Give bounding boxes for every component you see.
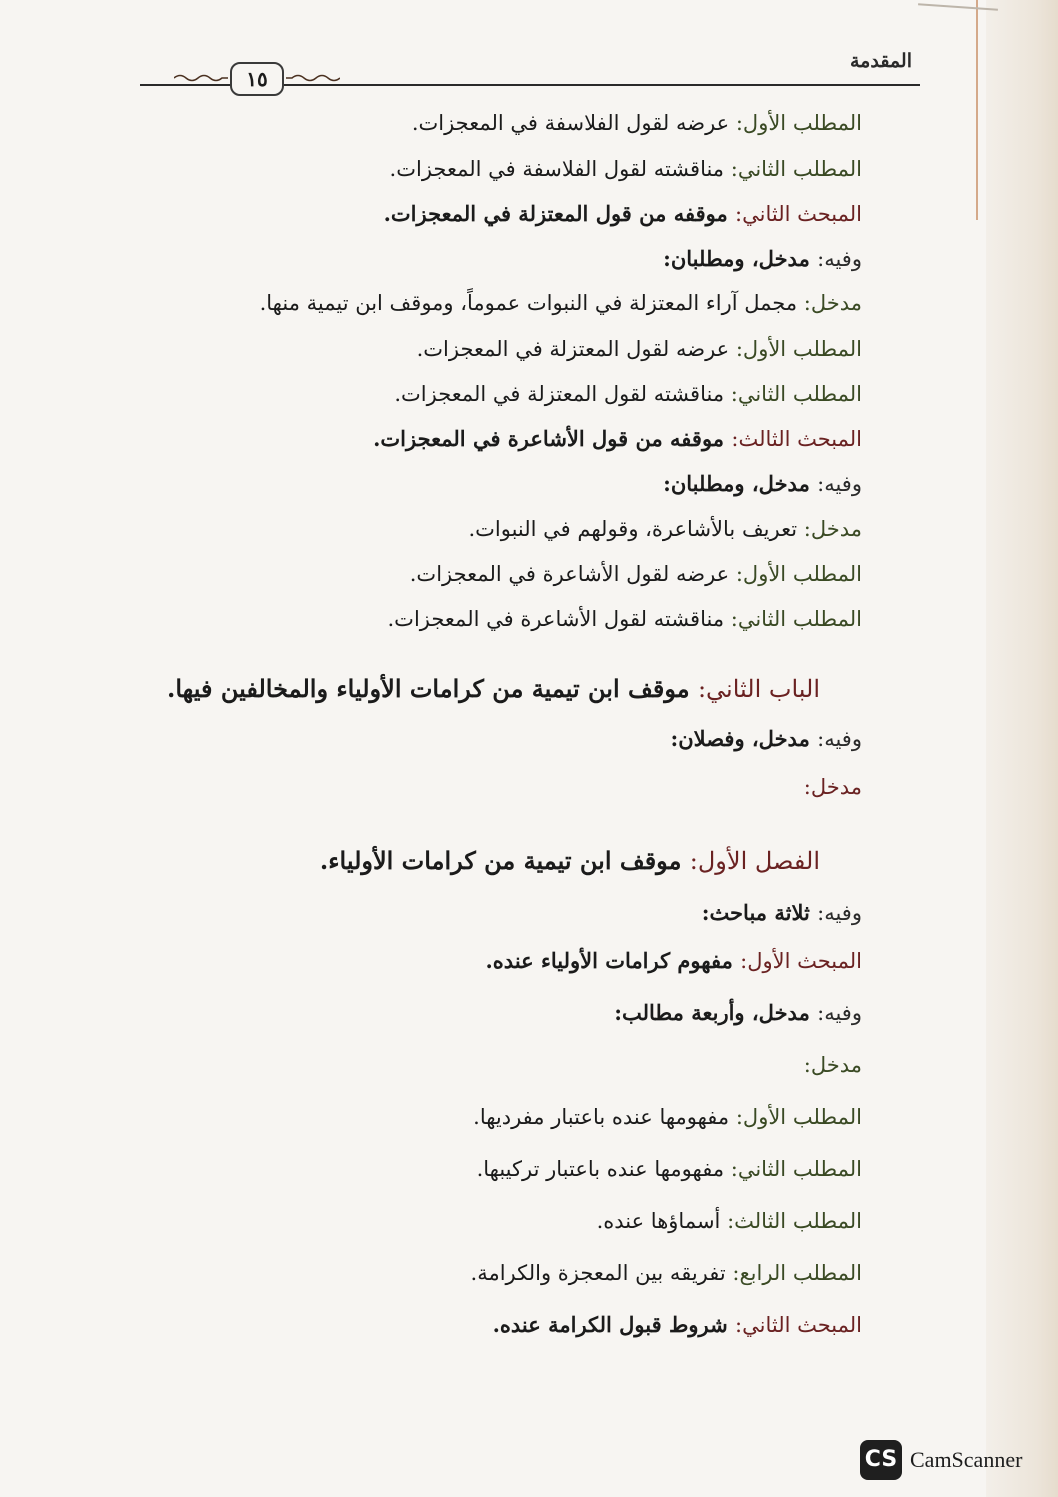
toc-line (410, 559, 862, 589)
ornament-left-icon (174, 73, 228, 83)
toc-text: شروط قبول الكرامة عنده. (492, 1312, 736, 1337)
toc-text: موقف ابن تيمية من كرامات الأولياء والمخالفين فيها. (167, 674, 698, 703)
toc-text: عرضه لقول الفلاسفة في المعجزات. (411, 111, 736, 135)
toc-text: مفهومها عنده باعتبار مفرديها. (473, 1105, 736, 1129)
toc-key: المطلب الأول: (735, 337, 862, 361)
camscanner-label: CamScanner (910, 1447, 1023, 1472)
toc-line (260, 288, 862, 318)
toc-text: تفريقه بين المعجزة والكرامة. (470, 1261, 733, 1285)
toc-key: المبحث الأول: (740, 949, 862, 973)
toc-key: مدخل: (803, 775, 862, 799)
toc-text: مدخل، ومطلبان: (663, 471, 818, 496)
toc-line (804, 772, 862, 802)
toc-text: مناقشته لقول المعتزلة في المعجزات. (394, 382, 731, 406)
toc-line (477, 1154, 862, 1184)
toc-text: مجمل آراء المعتزلة في النبوات عموماً، وموقف ابن تيمية منها. (259, 291, 804, 315)
toc-line (614, 998, 862, 1028)
toc-text: مدخل، ومطلبان: (663, 246, 818, 271)
toc-line (468, 514, 862, 544)
page-number: ١٥ (230, 62, 284, 96)
toc-line (493, 1310, 862, 1340)
toc-key: المطلب الثاني: (730, 607, 862, 631)
toc-key: المطلب الأول: (735, 562, 862, 586)
camscanner-logo-icon: CS (860, 1440, 902, 1480)
toc-line (390, 154, 862, 184)
toc-line (417, 334, 862, 364)
toc-text: ثلاثة مباحث: (701, 900, 818, 925)
toc-key: الباب الثاني: (697, 675, 820, 703)
toc-text: موقفه من قول الأشاعرة في المعجزات. (373, 426, 732, 451)
toc-line (388, 604, 863, 634)
toc-text: مفهوم كرامات الأولياء عنده. (485, 948, 741, 973)
toc-key: وفيه: (817, 727, 862, 751)
toc-key: مدخل: (803, 1053, 862, 1077)
toc-key: المبحث الثاني: (735, 202, 862, 226)
page-header (140, 42, 920, 102)
toc-text: تعريف بالأشاعرة، وقولهم في النبوات. (468, 517, 804, 541)
toc-line (167, 674, 820, 704)
toc-key: المطلب الأول: (735, 1105, 862, 1129)
toc-key: المطلب الثاني: (730, 1157, 862, 1181)
toc-key: وفيه: (817, 472, 862, 496)
toc-line (473, 1102, 862, 1132)
toc-line (373, 424, 862, 454)
toc-key: الفصل الأول: (689, 847, 820, 875)
toc-line (412, 108, 862, 138)
toc-key: المطلب الرابع: (732, 1261, 862, 1285)
toc-line (663, 244, 862, 274)
toc-key: وفيه: (817, 247, 862, 271)
camscanner-watermark (860, 1440, 1022, 1480)
page-edge-line (976, 0, 978, 220)
toc-line (485, 946, 862, 976)
toc-text: مناقشته لقول الأشاعرة في المعجزات. (387, 607, 731, 631)
toc-text: عرضه لقول المعتزلة في المعجزات. (416, 337, 736, 361)
toc-key: المبحث الثالث: (731, 427, 862, 451)
toc-text: موقفه من قول المعتزلة في المعجزات. (383, 201, 736, 226)
toc-key: مدخل: (803, 517, 862, 541)
toc-line (394, 379, 862, 409)
toc-key: المطلب الثالث: (727, 1209, 862, 1233)
toc-text: مدخل، وفصلان: (670, 726, 818, 751)
toc-line (804, 1050, 862, 1080)
toc-text: مناقشته لقول الفلاسفة في المعجزات. (389, 157, 731, 181)
toc-text: عرضه لقول الأشاعرة في المعجزات. (409, 562, 736, 586)
toc-key: وفيه: (817, 1001, 862, 1025)
toc-line (670, 724, 862, 754)
toc-line (702, 898, 862, 928)
toc-text: مفهومها عنده باعتبار تركيبها. (476, 1157, 731, 1181)
toc-key: المطلب الثاني: (730, 382, 862, 406)
toc-text: موقف ابن تيمية من كرامات الأولياء. (319, 846, 690, 875)
toc-line (384, 199, 862, 229)
page-edge-shadow (986, 0, 1058, 1497)
toc-line (597, 1206, 862, 1236)
toc-key: المطلب الأول: (735, 111, 862, 135)
toc-key: وفيه: (817, 901, 862, 925)
toc-line (320, 846, 820, 876)
toc-line (663, 469, 862, 499)
toc-key: المطلب الثاني: (730, 157, 862, 181)
toc-line (471, 1258, 862, 1288)
toc-text: أسماؤها عنده. (596, 1209, 728, 1233)
toc-key: مدخل: (803, 291, 862, 315)
ornament-right-icon (286, 73, 340, 83)
header-title: المقدمة (849, 50, 912, 72)
toc-key: المبحث الثاني: (735, 1313, 862, 1337)
toc-text: مدخل، وأربعة مطالب: (614, 1000, 818, 1025)
